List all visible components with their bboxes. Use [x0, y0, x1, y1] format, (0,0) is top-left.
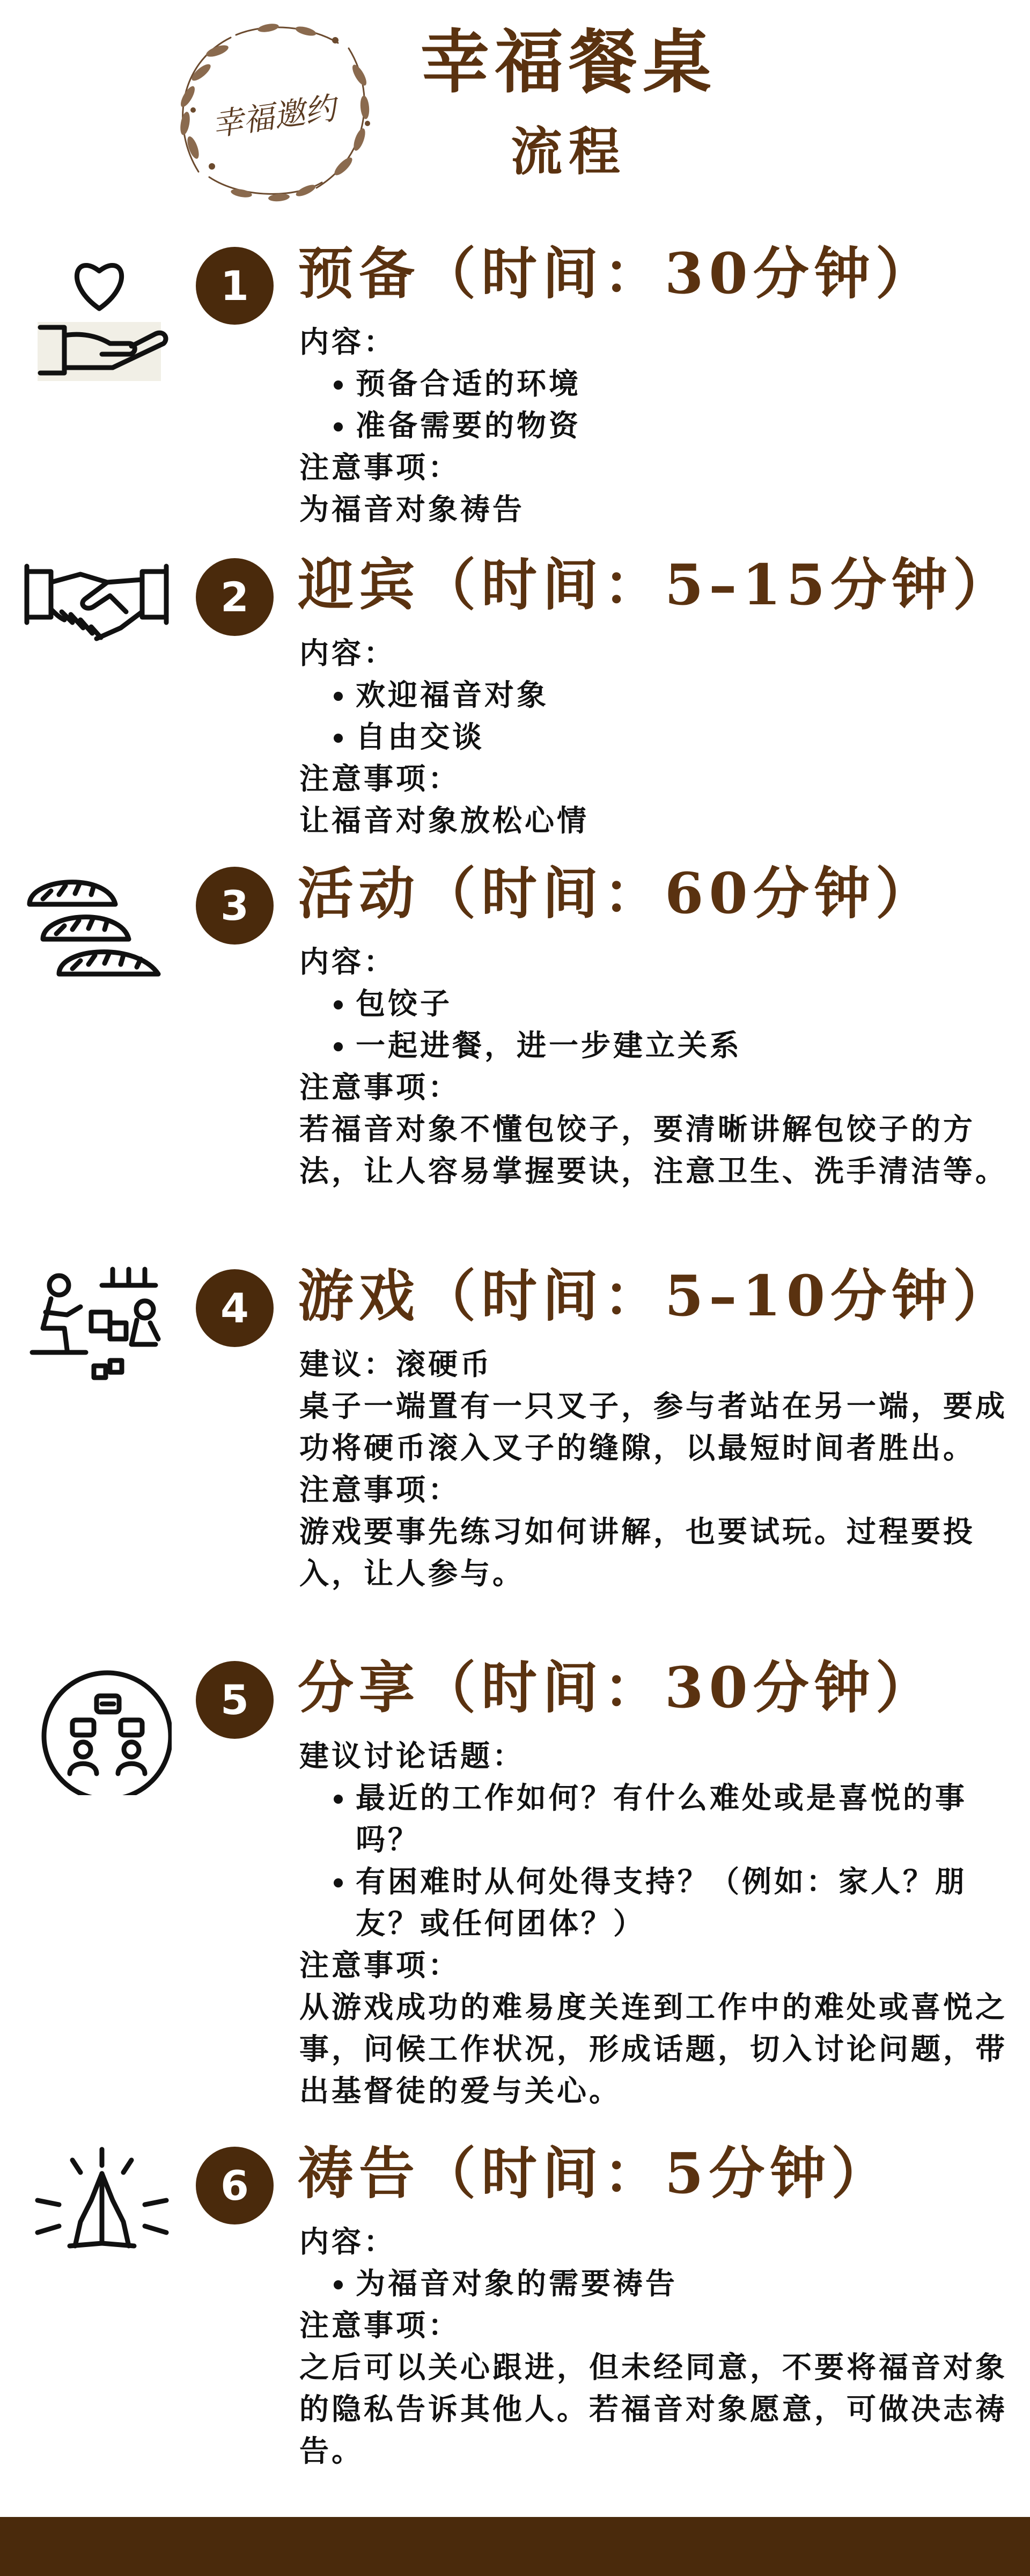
step-title: 活动（时间：60分钟）: [298, 860, 937, 926]
step-body: [299, 1343, 1007, 1594]
notes-text: 让福音对象放松心情: [299, 803, 590, 838]
page-title: 幸福餐桌: [420, 22, 717, 103]
step-number: 2: [196, 558, 274, 636]
step-title: 预备（时间：30分钟）: [298, 240, 937, 306]
content-label: 内容：: [299, 635, 396, 670]
step-title: 分享（时间：30分钟）: [298, 1655, 937, 1721]
praying-hands-icon: [21, 2141, 172, 2281]
content-label: 内容：: [299, 2224, 396, 2259]
list-item: • 为福音对象的需要祷告: [356, 2263, 1007, 2304]
heart-in-hand-icon: [21, 241, 172, 381]
content-list: [299, 674, 1007, 758]
notes-label: 注意事项：: [299, 761, 461, 796]
dumplings-icon: [21, 861, 172, 1001]
section-activity: [0, 861, 1030, 1237]
notes-label: 注意事项：: [299, 1948, 461, 1982]
discussion-group-icon: [21, 1656, 172, 1795]
step-number: 6: [196, 2147, 274, 2224]
content-label: 内容：: [299, 324, 396, 359]
content-list: [299, 363, 1007, 447]
notes-label: 注意事项：: [299, 1472, 461, 1507]
game-description: 桌子一端置有一只叉子，参与者站在另一端，要成功将硬币滚入叉子的缝隙，以最短时间者胜出。: [299, 1388, 1008, 1465]
content-list: [299, 983, 1007, 1066]
section-prayer: [0, 2141, 1030, 2485]
notes-text: 为福音对象祷告: [299, 492, 525, 526]
content-label: 建议讨论话题：: [299, 1738, 525, 1773]
list-item: • 最近的工作如何？有什么难处或是喜悦的事吗？: [356, 1777, 1007, 1861]
step-body: [299, 1735, 1007, 2112]
list-item: • 欢迎福音对象: [356, 674, 1007, 716]
page-subtitle: 流程: [511, 121, 627, 182]
handshake-icon: [21, 553, 172, 692]
content-list: [299, 2263, 1007, 2304]
section-prepare: [0, 241, 1030, 542]
footer-bar: [0, 2517, 1030, 2576]
notes-text: 从游戏成功的难易度关连到工作中的难处或喜悦之事，问候工作状况，形成话题，切入讨论问题，带出基督徒的爱与关心。: [299, 1989, 1008, 2108]
step-body: [299, 941, 1007, 1192]
step-title: 迎宾（时间：5–15分钟）: [298, 552, 1014, 618]
notes-label: 注意事项：: [299, 1070, 461, 1104]
section-welcome: [0, 553, 1030, 853]
wreath-logo: [161, 11, 386, 215]
content-list: [299, 1777, 1007, 1944]
step-title: 祷告（时间：5分钟）: [298, 2140, 893, 2206]
logo-text: 幸福邀约: [210, 90, 339, 143]
list-item: • 自由交谈: [356, 716, 1007, 758]
notes-text: 游戏要事先练习如何讲解，也要试玩。过程要投入，让人参与。: [299, 1514, 976, 1591]
notes-text: 之后可以关心跟进，但未经同意，不要将福音对象的隐私告诉其他人。若福音对象愿意，可做决志祷告。: [299, 2350, 1008, 2468]
section-game: [0, 1264, 1030, 1650]
notes-label: 注意事项：: [299, 450, 461, 485]
list-item: • 包饺子: [356, 983, 1007, 1024]
step-number: 5: [196, 1661, 274, 1739]
list-item: • 一起进餐，进一步建立关系: [356, 1024, 1007, 1066]
notes-label: 注意事项：: [299, 2308, 461, 2343]
section-share: [0, 1656, 1030, 2128]
step-number: 3: [196, 867, 274, 945]
step-body: [299, 321, 1007, 530]
step-body: [299, 2221, 1007, 2472]
content-label: 内容：: [299, 944, 396, 979]
step-body: [299, 632, 1007, 841]
list-item: • 有困难时从何处得支持？（例如：家人？朋友？或任何团体？）: [356, 1861, 1007, 1944]
list-item: • 准备需要的物资: [356, 405, 1007, 447]
step-title: 游戏（时间：5–10分钟）: [298, 1263, 1014, 1329]
game-players-icon: [21, 1264, 172, 1403]
suggestion-label: 建议：滚硬币: [299, 1346, 493, 1381]
step-number: 1: [196, 247, 274, 325]
notes-text: 若福音对象不懂包饺子，要清晰讲解包饺子的方法，让人容易掌握要诀，注意卫生、洗手清洁等。: [299, 1111, 1008, 1188]
step-number: 4: [196, 1269, 274, 1347]
list-item: • 预备合适的环境: [356, 363, 1007, 405]
